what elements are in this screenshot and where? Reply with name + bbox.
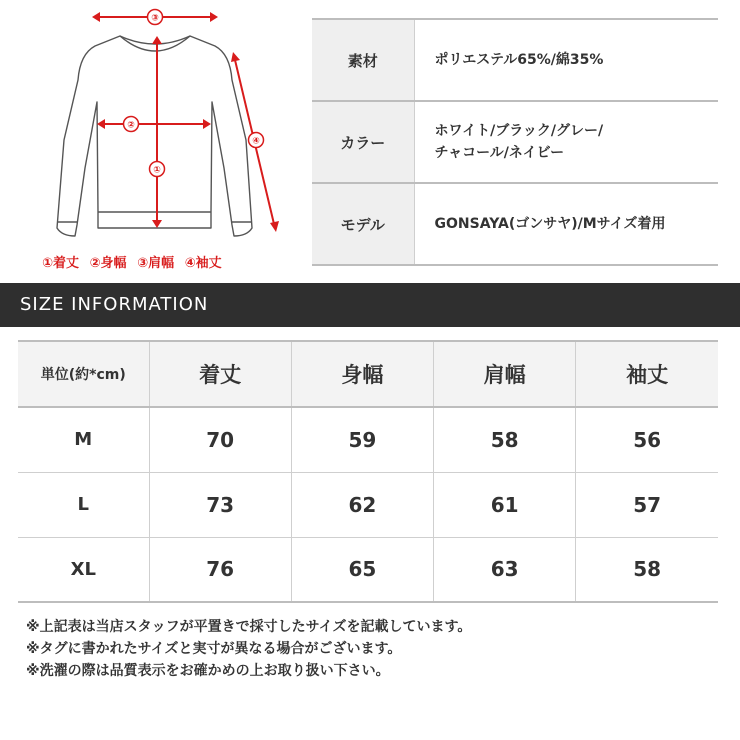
header-unit: 単位(約*cm): [18, 341, 149, 407]
size-value: 73: [149, 472, 291, 537]
legend-shoulder-width: ③肩幅: [137, 256, 175, 271]
banner-title: SIZE INFORMATION: [20, 294, 209, 315]
marker-sleeve: [249, 133, 264, 148]
spec-row-model: [312, 183, 718, 265]
size-value: 59: [291, 407, 433, 472]
size-value: 76: [149, 537, 291, 602]
measurement-legend: [42, 252, 228, 271]
legend-body-width: ②身幅: [89, 256, 127, 271]
size-label: L: [18, 472, 149, 537]
spec-label: カラー: [312, 101, 414, 183]
table-row: [18, 407, 718, 472]
measure-body-width: [97, 119, 211, 129]
size-label: XL: [18, 537, 149, 602]
spec-label: 素材: [312, 19, 414, 101]
size-information-banner: [0, 283, 740, 327]
legend-length: ①着丈: [42, 256, 80, 271]
svg-text:①: ①: [153, 165, 161, 176]
note-line: ※上記表は当店スタッフが平置きで採寸したサイズを記載しています。: [26, 619, 472, 635]
spec-row-material: [312, 19, 718, 101]
size-value: 65: [291, 537, 433, 602]
spec-row-color: [312, 101, 718, 183]
spec-label: モデル: [312, 183, 414, 265]
size-table-header: [18, 341, 718, 407]
svg-text:②: ②: [127, 120, 135, 131]
spec-value: ポリエステル65%/綿35%: [414, 19, 718, 101]
marker-shoulder: [148, 10, 163, 25]
size-value: 61: [434, 472, 576, 537]
svg-text:③: ③: [151, 13, 159, 24]
size-value: 70: [149, 407, 291, 472]
size-label: M: [18, 407, 149, 472]
table-row: [18, 472, 718, 537]
spec-value-line: ホワイト/ブラック/グレー/: [434, 123, 604, 139]
header-sleeve-length: 袖丈: [576, 341, 718, 407]
header-shoulder-width: 肩幅: [434, 341, 576, 407]
header-length: 着丈: [149, 341, 291, 407]
sweatshirt-outline: [57, 36, 252, 236]
size-value: 58: [434, 407, 576, 472]
legend-sleeve-length: ④袖丈: [184, 256, 222, 271]
size-value: 56: [576, 407, 718, 472]
marker-body: [124, 117, 139, 132]
table-row: [18, 537, 718, 602]
size-value: 62: [291, 472, 433, 537]
garment-diagram: [0, 0, 300, 280]
spec-value: [414, 101, 718, 183]
spec-value: GONSAYA(ゴンサヤ)/Mサイズ着用: [414, 183, 718, 265]
measure-length: [152, 36, 162, 228]
header-body-width: 身幅: [291, 341, 433, 407]
spec-table: [312, 18, 718, 266]
size-notes: [26, 616, 471, 682]
note-line: ※洗濯の際は品質表示をお確かめの上お取り扱い下さい。: [26, 663, 390, 679]
svg-text:④: ④: [252, 136, 260, 147]
size-value: 63: [434, 537, 576, 602]
size-table: [18, 340, 718, 603]
marker-length: [150, 162, 165, 177]
size-value: 57: [576, 472, 718, 537]
note-line: ※タグに書かれたサイズと実寸が異なる場合がございます。: [26, 641, 402, 657]
spec-value-line: チャコール/ネイビー: [434, 145, 565, 161]
size-value: 58: [576, 537, 718, 602]
